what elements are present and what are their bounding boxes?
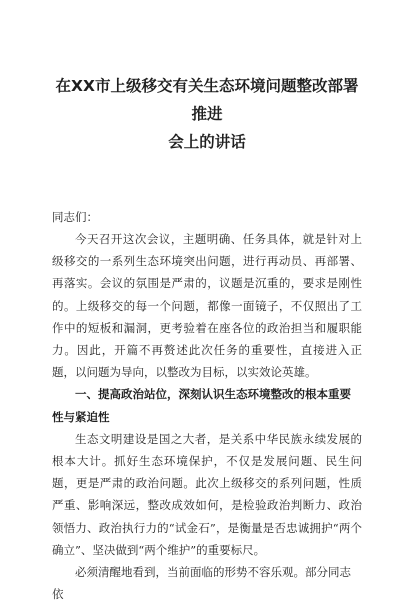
paragraph-ecology: 生态文明建设是国之大者，是关系中华民族永续发展的根本大计。抓好生态环境保护，不仅是发展问题、民生问题，更是严肃的政治问题。此次上级移交的系列问题，性质严重、影响深远，整改成效如何，是检验政治判断力、政治领悟力、政治执行力的“试金石”，是衡量是否忠诚拥护“两个确立”、坚决做到“两个维护”的重要标尺。 <box>52 431 362 557</box>
title-line-1: 在XX市上级移交有关生态环境问题整改部署推进 <box>55 77 359 123</box>
title-line-2: 会上的讲话 <box>168 133 246 151</box>
greeting: 同志们： <box>52 210 98 224</box>
paragraph-situation: 必须清醒地看到，当前面临的形势不容乐观。部分同志依 <box>52 565 351 602</box>
document-title <box>52 72 362 156</box>
section-heading-1: 一、提高政治站位，深刻认识生态环境整改的根本重要性与紧迫性 <box>52 387 351 424</box>
paragraph-intro: 今天召开这次会议，主题明确、任务具体，就是针对上级移交的一系列生态环境突出问题，进行再动员、再部署、再落实。会议的氛围是严肃的，议题是沉重的，要求是刚性的。上级移交的每一个问题，都像一面镜子，不仅照出了工作中的短板和漏洞，更考验着在座各位的政治担当和履职能力。因此，开篇不再赘述此次任务的重要性，直接进入正题，以问题为导向，以整改为目标，以实效论英雄。 <box>52 232 362 380</box>
